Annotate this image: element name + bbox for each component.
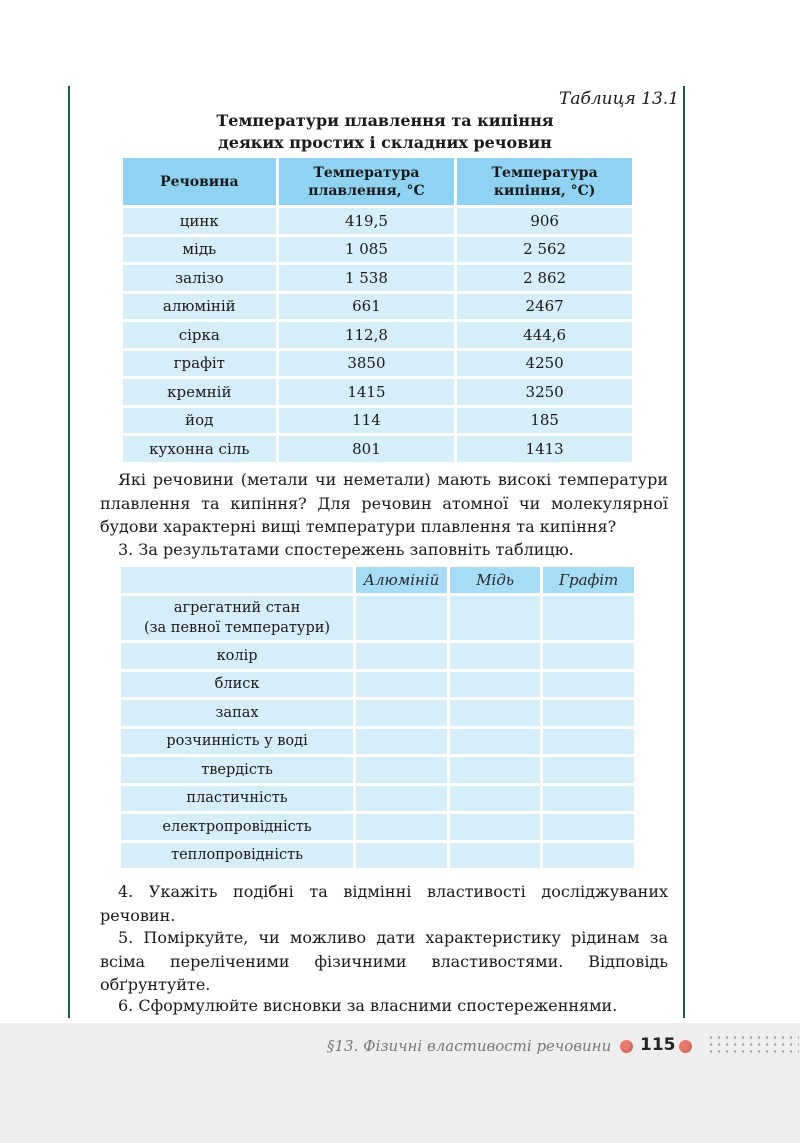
answer-cell[interactable] — [450, 757, 540, 783]
answer-cell[interactable] — [450, 643, 540, 669]
header-melting — [279, 158, 455, 205]
dot-pattern-decoration — [707, 1034, 799, 1056]
table-row — [123, 322, 632, 348]
table-row — [123, 208, 632, 234]
table-row — [121, 672, 634, 698]
question-text: Які речовини (метали чи неметали) мають високі температури плавлення та кипіння? Для речовин атомної чи молекулярної будови характерні вищі температури плавлення та кипіння? — [100, 470, 668, 536]
footer-section-title: §13. Фізичні властивості речовини — [327, 1037, 612, 1055]
table-row — [121, 814, 634, 840]
answer-cell[interactable] — [450, 596, 540, 640]
property-label: теплопровідність — [121, 843, 353, 869]
right-border-rule — [683, 86, 685, 1018]
cell-substance: кухонна сіль — [123, 436, 276, 462]
header-boiling — [457, 158, 632, 205]
answer-cell[interactable] — [356, 757, 447, 783]
table-row — [121, 596, 634, 640]
answer-cell[interactable] — [543, 786, 634, 812]
answer-cell[interactable] — [450, 700, 540, 726]
cell-melting: 3850 — [279, 351, 455, 377]
header-boiling-line-2: кипіння, °С) — [493, 182, 596, 199]
property-label — [121, 596, 353, 640]
cell-substance: цинк — [123, 208, 276, 234]
header-blank — [121, 567, 353, 593]
table-title-line-2: деяких простих і складних речовин — [218, 133, 552, 152]
table-row — [121, 643, 634, 669]
table-row — [123, 265, 632, 291]
cell-boiling: 3250 — [457, 379, 632, 405]
cell-substance: йод — [123, 408, 276, 434]
observation-header-row — [121, 567, 634, 593]
answer-cell[interactable] — [543, 596, 634, 640]
header-melting-line-1: Температура — [313, 164, 420, 181]
answer-cell[interactable] — [356, 786, 447, 812]
header-graphite: Графіт — [543, 567, 634, 593]
property-label: колір — [121, 643, 353, 669]
cell-substance: залізо — [123, 265, 276, 291]
task-4-paragraph — [100, 880, 668, 927]
answer-cell[interactable] — [356, 729, 447, 755]
property-label-line-1: агрегатний стан — [173, 600, 301, 616]
cell-boiling: 2 862 — [457, 265, 632, 291]
answer-cell[interactable] — [450, 814, 540, 840]
table-row — [123, 436, 632, 462]
cell-melting: 801 — [279, 436, 455, 462]
header-aluminium: Алюміній — [356, 567, 447, 593]
task-5-text: 5. Поміркуйте, чи можливо дати характеристику рідинам за всіма переліченими фізичними властивостями. Відповідь обґрунтуйте. — [100, 928, 668, 994]
cell-substance: графіт — [123, 351, 276, 377]
cell-melting: 419,5 — [279, 208, 455, 234]
table-row — [121, 700, 634, 726]
property-label: пластичність — [121, 786, 353, 812]
table-row — [123, 294, 632, 320]
table-row — [121, 843, 634, 869]
cell-melting: 1 085 — [279, 237, 455, 263]
task-4-text: 4. Укажіть подібні та відмінні властивості досліджуваних речовин. — [100, 882, 668, 925]
property-label: розчинність у воді — [121, 729, 353, 755]
answer-cell[interactable] — [356, 596, 447, 640]
answer-cell[interactable] — [543, 729, 634, 755]
answer-cell[interactable] — [356, 814, 447, 840]
cell-substance: сірка — [123, 322, 276, 348]
page-number: 115 — [640, 1035, 676, 1055]
answer-cell[interactable] — [543, 843, 634, 869]
header-melting-line-2: плавлення, °С — [308, 182, 425, 199]
header-copper: Мідь — [450, 567, 540, 593]
cell-boiling: 4250 — [457, 351, 632, 377]
answer-cell[interactable] — [450, 843, 540, 869]
table-row — [123, 408, 632, 434]
table-row — [121, 786, 634, 812]
table-caption: Таблиця 13.1 — [559, 89, 679, 109]
task-6-text: 6. Сформулюйте висновки за власними спостереженнями. — [118, 996, 618, 1015]
task-6-paragraph — [100, 994, 668, 1018]
cell-substance: мідь — [123, 237, 276, 263]
cell-substance: кремній — [123, 379, 276, 405]
cell-boiling: 1413 — [457, 436, 632, 462]
cell-melting: 1415 — [279, 379, 455, 405]
cell-melting: 112,8 — [279, 322, 455, 348]
property-label: блиск — [121, 672, 353, 698]
left-border-rule — [68, 86, 70, 1018]
table-row — [121, 757, 634, 783]
cell-melting: 1 538 — [279, 265, 455, 291]
table-row — [123, 351, 632, 377]
cell-boiling: 444,6 — [457, 322, 632, 348]
answer-cell[interactable] — [543, 814, 634, 840]
task-5-paragraph — [100, 926, 668, 997]
answer-cell[interactable] — [450, 729, 540, 755]
table-row — [123, 237, 632, 263]
property-label: запах — [121, 700, 353, 726]
cell-substance: алюміній — [123, 294, 276, 320]
task-3-paragraph — [100, 538, 668, 562]
answer-cell[interactable] — [543, 643, 634, 669]
answer-cell[interactable] — [450, 672, 540, 698]
observation-table — [118, 564, 637, 871]
table-title — [100, 110, 670, 154]
melting-boiling-table — [120, 155, 635, 465]
property-label: електропровідність — [121, 814, 353, 840]
answer-cell[interactable] — [356, 843, 447, 869]
cell-boiling: 185 — [457, 408, 632, 434]
cell-melting: 661 — [279, 294, 455, 320]
property-label: твердість — [121, 757, 353, 783]
task-3-text: 3. За результатами спостережень заповніть таблицю. — [118, 540, 574, 559]
answer-cell[interactable] — [356, 643, 447, 669]
header-boiling-line-1: Температура — [491, 164, 598, 181]
cell-boiling: 2 562 — [457, 237, 632, 263]
table-row — [123, 379, 632, 405]
cell-boiling: 906 — [457, 208, 632, 234]
table-title-line-1: Температури плавлення та кипіння — [216, 111, 554, 130]
table-row — [121, 729, 634, 755]
answer-cell[interactable] — [543, 757, 634, 783]
answer-cell[interactable] — [356, 700, 447, 726]
header-substance: Речовина — [123, 158, 276, 205]
question-paragraph — [100, 468, 668, 539]
answer-cell[interactable] — [356, 672, 447, 698]
table-header-row — [123, 158, 632, 205]
bullet-dot-icon — [620, 1040, 633, 1053]
answer-cell[interactable] — [450, 786, 540, 812]
property-label-line-2: (за певної температури) — [143, 620, 331, 636]
answer-cell[interactable] — [543, 700, 634, 726]
cell-melting: 114 — [279, 408, 455, 434]
cell-boiling: 2467 — [457, 294, 632, 320]
answer-cell[interactable] — [543, 672, 634, 698]
bullet-dot-icon — [679, 1040, 692, 1053]
